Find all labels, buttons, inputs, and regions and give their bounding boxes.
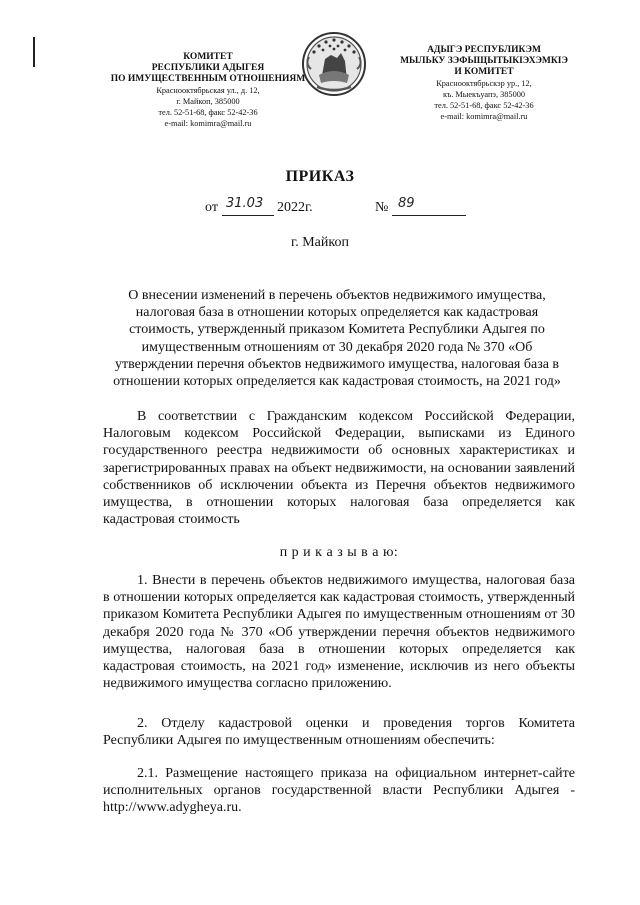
date-prefix: от [205,200,218,215]
date-year: 2022г. [277,200,313,215]
header-right-org-line: АДЫГЭ РЕСПУБЛИКЭМ [427,45,541,55]
header-right-email: e-mail: komimra@mail.ru [440,112,528,121]
handwritten-number: 89 [398,196,415,211]
header-right-org-line: МЫЛЬКУ ЗЭФЫЩЫТЫКIЭХЭМКIЭ [400,56,568,66]
header-right-org-line: И КОМИТЕТ [454,67,514,77]
scan-margin-mark [33,37,35,67]
subject-line: стоимость, утвержденный приказом Комитета Республики Адыгея по [129,322,545,338]
subject-line: имущественным отношениям от 30 декабря 2020 года № 370 «Об [141,339,533,355]
header-left-address: Краснооктябрьская ул., д. 12, [156,86,260,95]
order-item-2-1: 2.1. Размещение настоящего приказа на официальном интернет-сайте исполнительных органов государственной власти Республики Адыгея - http://www.adygheya.ru. [103,766,575,816]
subject-line: О внесении изменений в перечень объектов недвижимого имущества, [128,288,546,303]
header-right-city: къ. Мыекъуапэ, 385000 [442,90,526,99]
city-line: г. Майкоп [291,235,349,250]
subject-line: утверждении перечня объектов недвижимого имущества, налоговая база в [114,356,560,372]
date-underline [222,215,274,216]
header-left-phone: тел. 52-51-68, факс 52-42-36 [158,108,258,117]
coat-of-arms-icon [301,31,367,97]
subject-line: налоговая база в отношении которых определяется как кадастровая [135,305,539,321]
number-underline [392,215,466,216]
header-right-block [384,45,584,122]
header-right-phone: тел. 52-51-68, факс 52-42-36 [434,101,534,110]
preamble-paragraph: В соответствии с Гражданским кодексом Российской Федерации, Налоговым кодексом Российской Федерации, выписками из Единого государственного реестра недвижимости об основных характеристиках и зарегистрированных правах на объект недвижимости, на основании заявлений собственников об исключении объекта из Перечня объектов недвижимого имущества, в отношении которых налоговая база определяется как кадастровая стоимость [103,409,575,528]
header-left-org-line: РЕСПУБЛИКИ АДЫГЕЯ [151,63,265,73]
order-word: п р и к а з ы в а ю: [279,545,399,560]
document-title: ПРИКАЗ [285,168,355,185]
handwritten-date: 31.03 [226,196,264,211]
order-item-2: 2. Отделу кадастровой оценки и проведения торгов Комитета Республики Адыгея по имущественным отношениям обеспечить: [103,716,575,749]
order-item-1: 1. Внести в перечень объектов недвижимого имущества, налоговая база в отношении которых определяется как кадастровая стоимость, утвержденный приказом Комитета Республики Адыгея по имущественным отношениям от 30 декабря 2020 года № 370 «Об утверждении перечня объектов недвижимого имущества, налоговая база в отношении которых определяется как кадастровая стоимость, на 2021 год» изменение, исключив из него объекты недвижимого имущества согласно приложению. [103,573,575,692]
header-left-org-line: КОМИТЕТ [183,52,233,62]
header-left-block [108,52,308,129]
header-left-email: e-mail: komimra@mail.ru [164,119,252,128]
subject-block [96,287,578,390]
header-left-org-line: ПО ИМУЩЕСТВЕННЫМ ОТНОШЕНИЯМ [110,74,306,84]
number-label: № [375,200,389,215]
header-left-city: г. Майкоп, 385000 [176,97,240,106]
subject-line: отношении которых определяется как кадастровая стоимость, на 2021 год» [113,374,561,390]
header-right-address: Краснооктябрьскэр ур., 12, [436,79,532,88]
